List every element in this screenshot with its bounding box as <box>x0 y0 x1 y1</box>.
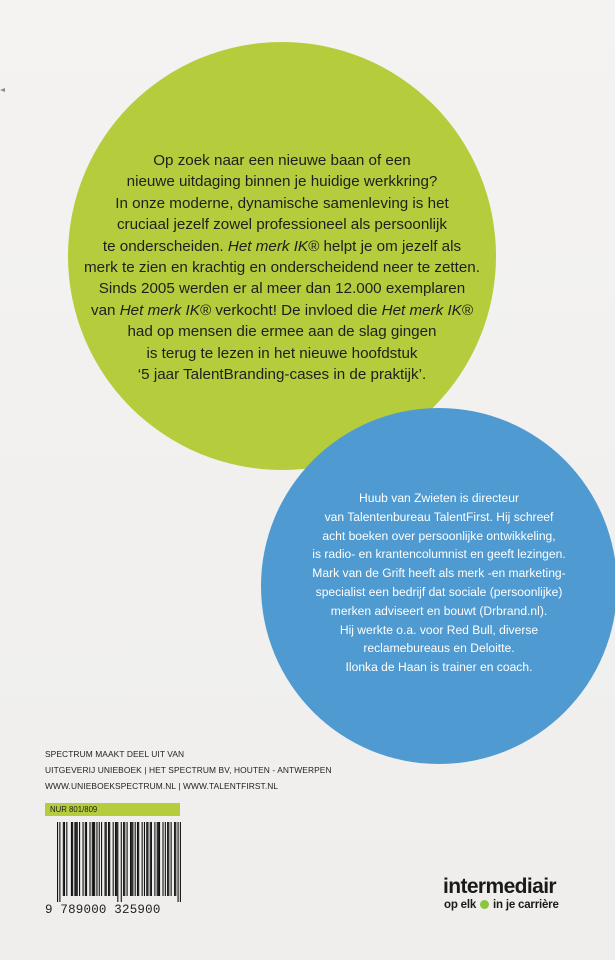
blurb-line <box>68 193 496 214</box>
barcode-bar <box>167 822 168 896</box>
barcode-bar <box>74 822 75 896</box>
blurb-line <box>68 150 496 171</box>
blurb-segment: van <box>91 301 120 319</box>
blurb-line <box>68 171 496 192</box>
blurb-segment: cruciaal jezelf zowel professioneel als persoonlijk <box>116 216 448 234</box>
barcode-bar <box>86 822 87 896</box>
bio-line: is radio- en krantencolumnist en geeft lezingen. <box>312 547 566 562</box>
book-title-mention: Het merk IK® <box>119 301 212 319</box>
bio-line: van Talentenbureau TalentFirst. Hij schreef <box>324 509 554 524</box>
blurb-line <box>68 321 496 342</box>
barcode-bar <box>106 822 107 896</box>
barcode-bar <box>105 822 106 896</box>
blurb-segment: is terug te lezen in het nieuwe hoofdstuk <box>146 344 418 362</box>
blurb-line <box>68 278 496 299</box>
bio-line: Ilonka de Haan is trainer en coach. <box>345 660 533 675</box>
barcode-bar <box>137 822 138 896</box>
isbn-digits: 9 789000 325900 <box>45 903 161 917</box>
barcode-bar <box>171 822 172 896</box>
barcode-bar <box>147 822 148 896</box>
tagline-before: op elk <box>444 899 477 911</box>
barcode-bar <box>71 822 72 896</box>
publisher-websites: WWW.UNIEBOEKSPECTRUM.NL | WWW.TALENTFIRST.NL <box>45 780 279 791</box>
barcode-bar <box>99 822 100 896</box>
green-dot-icon <box>480 900 489 909</box>
bio-line: merken adviseert en bouwt (Drbrand.nl). <box>330 603 548 618</box>
blurb-line <box>68 300 496 321</box>
barcode-bar <box>150 822 151 896</box>
nur-code-label: NUR 801/809 <box>45 803 180 816</box>
blurb-segment: te onderscheiden. <box>102 237 228 255</box>
blurb-segment: Op zoek naar een nieuwe baan of een <box>153 152 411 169</box>
barcode-bar <box>178 822 179 902</box>
tagline-after: in je carrière <box>493 899 559 911</box>
barcode-bar <box>79 822 80 896</box>
barcode-bar <box>59 822 60 902</box>
blurb-text <box>68 150 496 385</box>
barcode-bar <box>180 822 181 902</box>
barcode-bar <box>89 822 90 896</box>
bio-line: reclamebureaus en Deloitte. <box>363 641 515 656</box>
barcode-bar <box>174 822 175 896</box>
barcode-bar <box>76 822 77 896</box>
barcode-bar <box>132 822 133 896</box>
barcode-bar <box>85 822 86 896</box>
logo-tagline <box>444 898 578 912</box>
blurb-segment: ‘5 jaar TalentBranding-cases in de praktijk’. <box>137 366 427 384</box>
bio-line: Mark van de Grift heeft als merk -en marketing- <box>312 566 566 581</box>
blurb-line <box>68 236 496 257</box>
isbn-barcode <box>57 822 181 902</box>
barcode-bar <box>83 822 84 896</box>
bio-line: acht boeken over persoonlijke ontwikkeling, <box>322 528 556 543</box>
book-title-mention: Het merk IK® <box>227 237 320 255</box>
barcode-bar <box>157 822 158 896</box>
barcode-bar <box>175 822 176 896</box>
barcode-bar <box>131 822 132 896</box>
barcode-bar <box>158 822 159 896</box>
blurb-line <box>68 257 496 278</box>
barcode-bar <box>121 822 122 902</box>
bio-line: Hij werkte o.a. voor Red Bull, diverse <box>339 622 539 637</box>
barcode-bar <box>127 822 128 896</box>
intermediair-logo <box>443 876 578 912</box>
barcode-bar <box>101 822 102 896</box>
barcode-bar <box>72 822 73 896</box>
publisher-line: SPECTRUM MAAKT DEEL UIT VAN <box>45 749 185 759</box>
barcode-bar <box>92 822 93 896</box>
publisher-info <box>45 747 332 794</box>
barcode-bar <box>94 822 95 896</box>
publisher-line: UITGEVERIJ UNIEBOEK | HET SPECTRUM BV, HOUTEN - ANTWERPEN <box>45 764 332 775</box>
barcode-bar <box>138 822 139 896</box>
blurb-segment: nieuwe uitdaging binnen je huidige werkkring? <box>126 173 438 191</box>
blurb-line <box>68 214 496 235</box>
bio-line: specialist een bedrijf dat sociale (persoonlijke) <box>315 584 563 599</box>
barcode-bar <box>162 822 163 896</box>
barcode-bar <box>130 822 131 896</box>
barcode-bar <box>117 822 118 902</box>
barcode-bar <box>123 822 124 896</box>
barcode-bar <box>142 822 143 896</box>
barcode-bar <box>77 822 78 896</box>
blurb-segment: In onze moderne, dynamische samenleving is het <box>115 194 449 212</box>
blurb-segment: Sinds 2005 werden er al meer dan 12.000 exemplaren <box>98 280 466 298</box>
barcode-bar <box>108 822 109 896</box>
barcode-bar <box>115 822 116 896</box>
blurb-line <box>68 343 496 364</box>
blurb-segment: verkocht! De invloed die <box>211 301 382 319</box>
barcode-bar <box>124 822 125 896</box>
barcode-bar <box>96 822 97 896</box>
scan-mark <box>0 88 5 92</box>
blurb-segment: had op mensen die ermee aan de slag gingen <box>127 323 437 341</box>
barcode-bar <box>154 822 155 896</box>
blurb-line <box>68 364 496 385</box>
barcode-bar <box>168 822 169 896</box>
blurb-segment: helpt je om jezelf als <box>319 237 462 255</box>
logo-wordmark: intermediair <box>443 875 557 898</box>
barcode-bar <box>66 822 67 896</box>
barcode-bar <box>135 822 136 896</box>
barcode-bar <box>116 822 117 896</box>
barcode-bar <box>151 822 152 896</box>
barcode-bar <box>113 822 114 896</box>
author-bio-text <box>261 489 615 677</box>
barcode-bar <box>144 822 145 896</box>
barcode-bar <box>165 822 166 896</box>
barcode-bar <box>57 822 58 902</box>
bio-line: Huub van Zwieten is directeur <box>359 491 519 505</box>
barcode-bar <box>63 822 64 896</box>
blurb-segment: merk te zien en krachtig en onderscheidend neer te zetten. <box>84 259 480 277</box>
barcode-bar <box>109 822 110 896</box>
barcode-bar <box>146 822 147 896</box>
book-title-mention: Het merk IK® <box>381 301 473 319</box>
barcode-bar <box>93 822 94 896</box>
barcode-bar <box>64 822 65 896</box>
barcode-bar <box>159 822 160 896</box>
